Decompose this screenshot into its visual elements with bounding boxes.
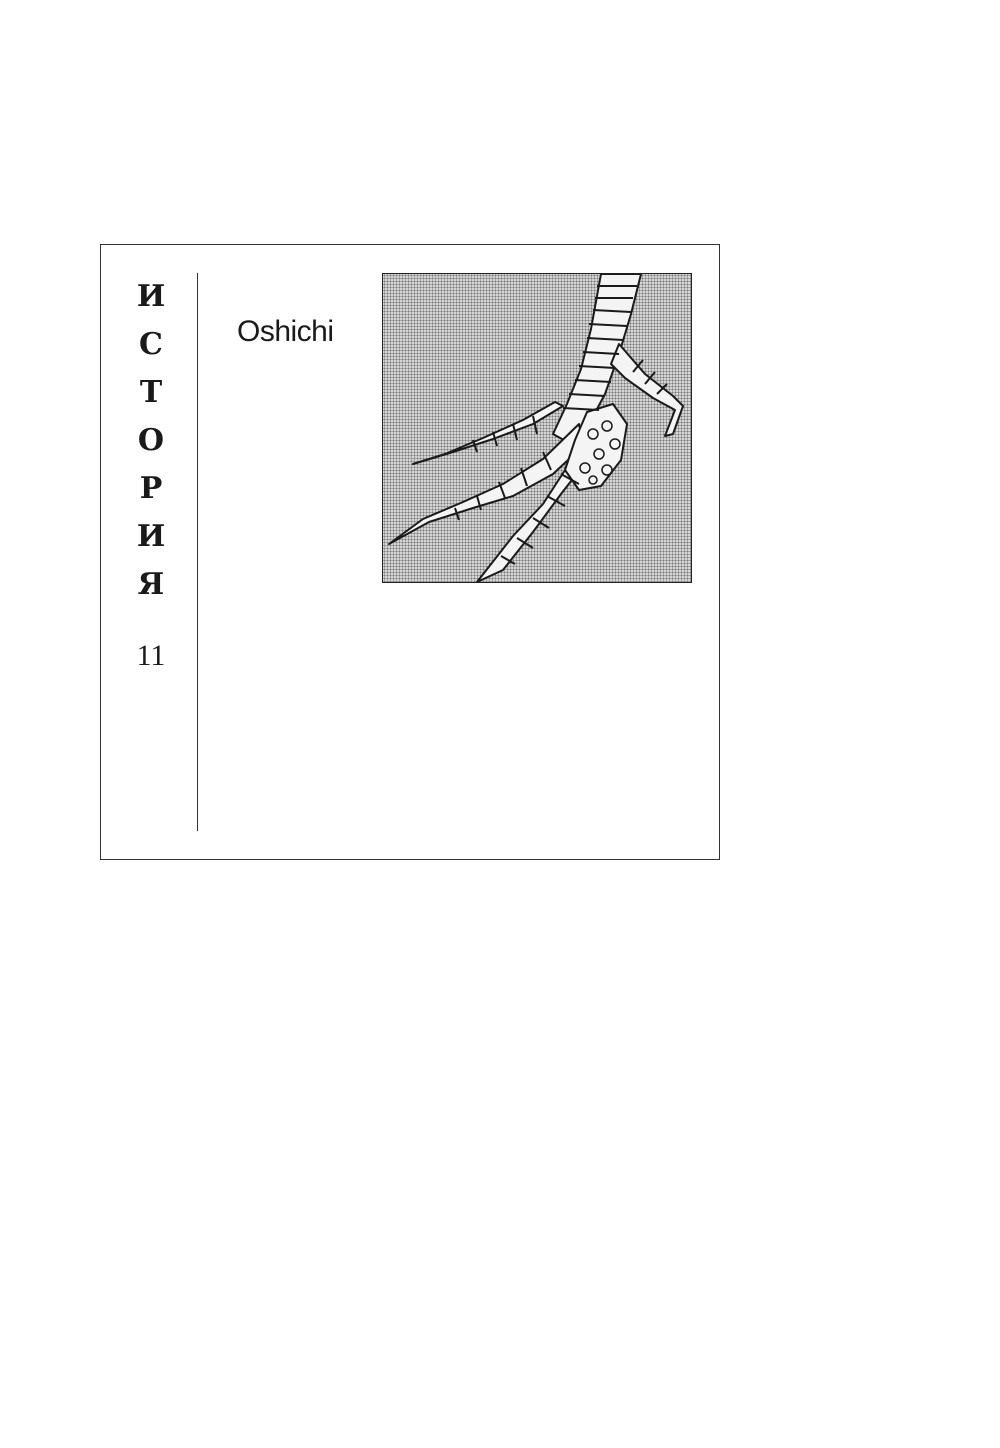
chapter-heading-letter: О bbox=[137, 423, 165, 458]
chapter-heading-letter: Т bbox=[139, 375, 163, 410]
bird-claw-icon bbox=[383, 274, 692, 583]
chapter-heading-letter: С bbox=[139, 327, 163, 362]
chapter-heading-letter: Я bbox=[137, 567, 165, 602]
vertical-divider bbox=[197, 273, 198, 831]
chapter-heading-letter: И bbox=[136, 519, 166, 554]
chapter-heading-letter: Р bbox=[139, 471, 163, 506]
chapter-heading bbox=[131, 273, 171, 673]
chapter-heading-letter: И bbox=[136, 279, 166, 314]
story-title: Oshichi bbox=[237, 315, 334, 348]
chapter-number: 11 bbox=[136, 639, 166, 672]
bird-claw-illustration bbox=[382, 273, 692, 583]
page-frame bbox=[100, 244, 720, 860]
